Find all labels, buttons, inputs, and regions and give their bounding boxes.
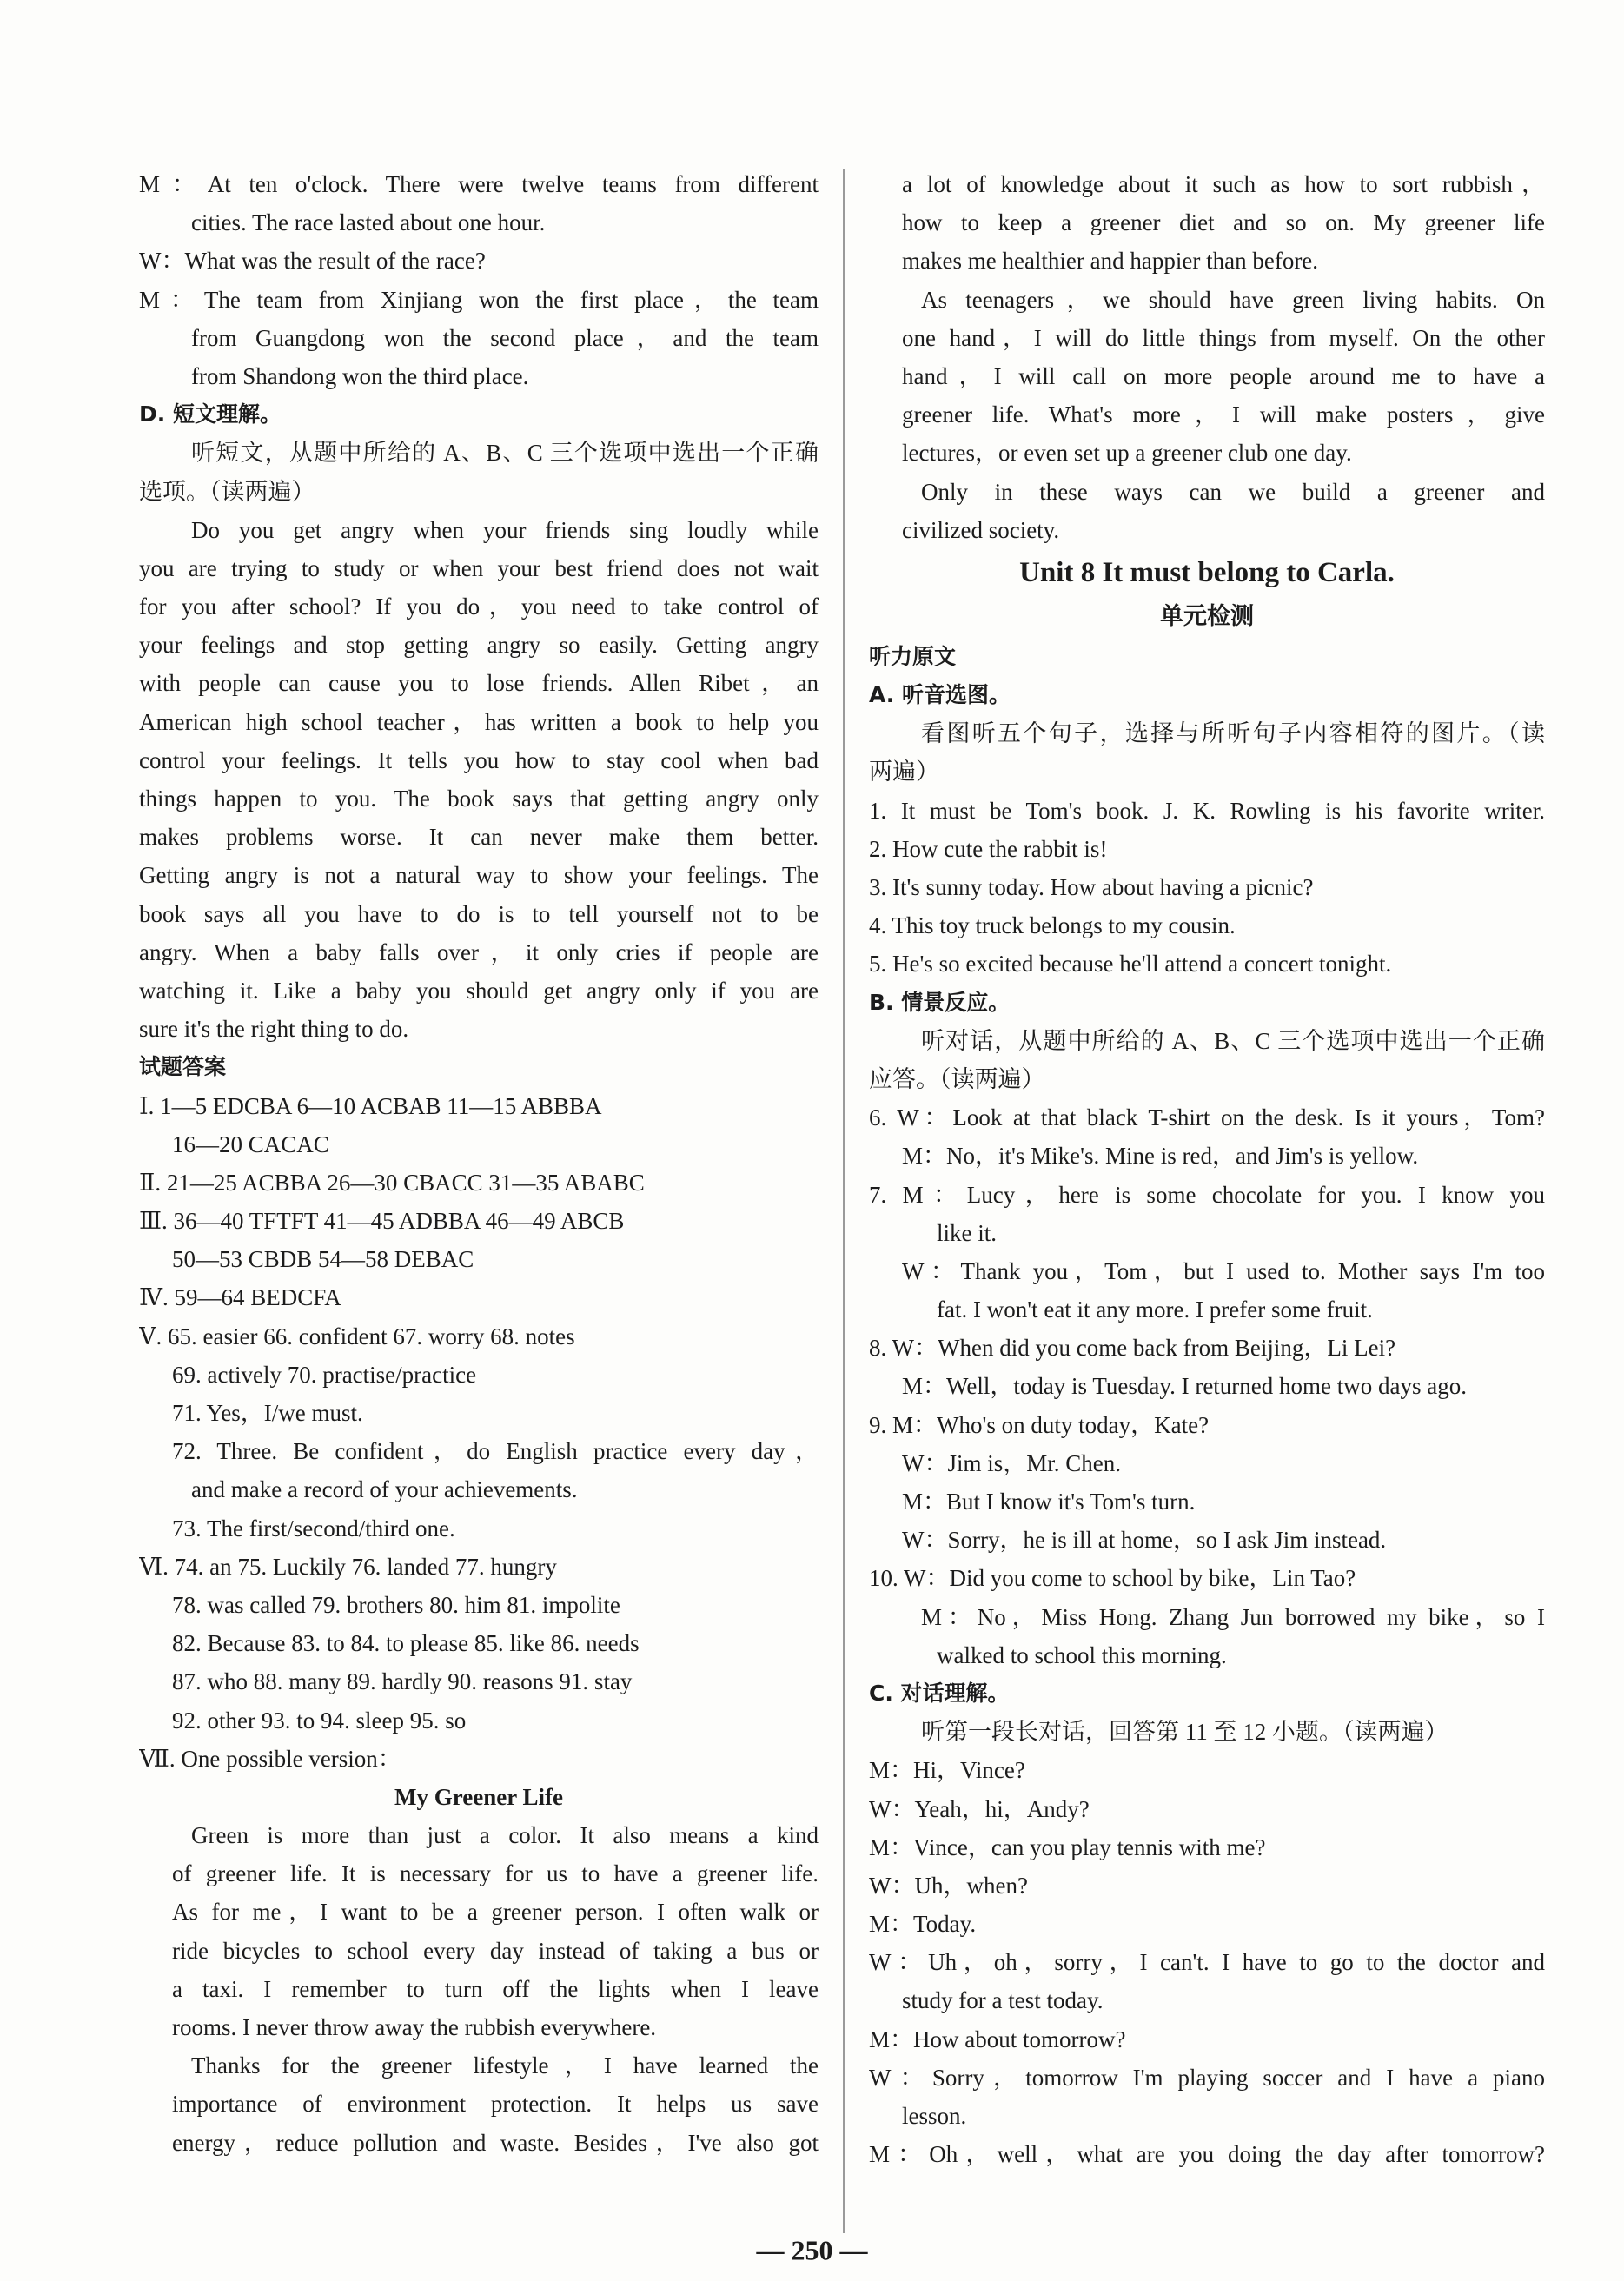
page-number: — 250 — [756,2234,868,2266]
text-line: W：Yeah，hi，Andy? [869,1795,1090,1822]
text-line: watching it. Like a baby you should get angry only if you are [139,977,819,1004]
text-line: 9. M：Who's on duty today，Kate? [869,1411,1210,1438]
text-line: W：Thank you，Tom，but I used to. Mother says I'm too [902,1257,1545,1284]
text-line: you are trying to study or when your best friend does not wait [139,554,819,581]
text-line: 3. It's sunny today. How about having a picnic? [869,874,1314,900]
text-line: 69. actively 70. practise/practice [172,1361,477,1388]
text-line: Only in these ways can we build a greener and [921,478,1545,505]
text-line: a lot of knowledge about it such as how to sort rubbish， [902,171,1545,197]
text-line: hand，I will call on more people around me to have a [902,362,1545,389]
text-line: control your feelings. It tells you how to stay cool when bad [139,746,819,773]
text-line: M：But I know it's Tom's turn. [902,1489,1196,1515]
text-line: 87. who 88. many 89. hardly 90. reasons 91. stay [172,1668,633,1695]
text-line: M：How about tomorrow? [869,2026,1126,2052]
text-line: A. 听音选图。 [869,682,1011,708]
text-line: 1. It must be Tom's book. J. K. Rowling is his favorite writer. [869,797,1545,824]
text-line: from Guangdong won the second place，and the team [191,324,819,351]
text-line: 看图听五个句子，选择与所听句子内容相符的图片。（读 [921,720,1545,747]
text-line: angry. When a baby falls over，it only cries if people are [139,938,819,965]
text-line: ride bicycles to school every day instead of taking a bus or [172,1937,819,1964]
text-line: and make a record of your achievements. [191,1476,578,1503]
text-line: fat. I won't eat it any more. I prefer some fruit. [937,1296,1373,1323]
text-line: W：Sorry，tomorrow I'm playing soccer and I have a piano [869,2064,1545,2091]
text-line: 应答。（读两遍） [869,1065,1045,1092]
text-line: 78. was called 79. brothers 80. him 81. impolite [172,1591,620,1618]
text-line: Green is more than just a color. It also means a kind [191,1822,819,1849]
text-line: Ⅶ. One possible version： [139,1745,401,1772]
text-line: M：At ten o'clock. There were twelve teams from different [139,171,819,197]
text-line: Ⅱ. 21—25 ACBBA 26—30 CBACC 31—35 ABABC [139,1169,645,1196]
text-line: 4. This toy truck belongs to my cousin. [869,912,1236,939]
text-line: like it. [937,1219,997,1246]
text-line: Ⅴ. 65. easier 66. confident 67. worry 68. notes [139,1323,575,1349]
text-line: W：Jim is，Mr. Chen. [902,1449,1122,1476]
text-line: 16—20 CACAC [172,1131,329,1157]
column-divider [843,169,845,2233]
text-line: things happen to you. The book says that getting angry only [139,786,819,812]
text-line: Ⅲ. 36—40 TFTFT 41—45 ADBBA 46—49 ABCB [139,1208,625,1235]
text-line: 50—53 CBDB 54—58 DEBAC [172,1246,474,1273]
text-line: Thanks for the greener lifestyle，I have learned the [191,2052,819,2079]
text-line: energy，reduce pollution and waste. Besides，I've also got [172,2129,819,2156]
text-line: 听短文，从题中所给的 A、B、C 三个选项中选出一个正确 [191,440,819,467]
text-line: 73. The first/second/third one. [172,1515,455,1542]
text-line: 两遍） [869,759,939,786]
text-line: Ⅳ. 59—64 BEDCFA [139,1284,341,1311]
text-line: M：No，it's Mike's. Mine is red，and Jim's is yellow. [902,1143,1419,1170]
text-line: W：What was the result of the race? [139,248,486,275]
text-line: 7. M：Lucy，here is some chocolate for you. I know you [869,1181,1545,1208]
text-line: one hand，I will do little things from myself. On the other [902,324,1545,351]
text-line: My Greener Life [394,1783,563,1810]
text-line: M：Today. [869,1911,977,1938]
text-line: greener life. What's more，I will make posters，give [902,401,1545,428]
text-line: 72. Three. Be confident，do English practice every day， [172,1438,819,1465]
text-line: C. 对话理解。 [869,1680,1010,1706]
text-line: from Shandong won the third place. [191,362,529,389]
text-line: 试题答案 [139,1054,227,1080]
text-line: lesson. [902,2103,967,2129]
text-line: As for me，I want to be a greener person. I often walk or [172,1899,819,1926]
text-line: walked to school this morning. [937,1641,1227,1668]
text-line: sure it's the right thing to do. [139,1016,409,1043]
text-line: 听对话，从题中所给的 A、B、C 三个选项中选出一个正确 [921,1027,1545,1054]
text-line: civilized society. [902,516,1060,543]
text-line: Ⅰ. 1—5 EDCBA 6—10 ACBAB 11—15 ABBBA [139,1092,602,1119]
text-line: for you after school? If you do，you need to take control of [139,593,819,620]
text-line: 71. Yes，I/we must. [172,1400,363,1426]
text-line: Unit 8 It must belong to Carla. [1019,556,1395,588]
text-line: M：Oh，well，what are you doing the day after tomorrow? [869,2141,1545,2168]
text-line: B. 情景反应。 [869,989,1011,1015]
text-line: Ⅵ. 74. an 75. Luckily 76. landed 77. hungry [139,1553,557,1580]
text-line: D. 短文理解。 [139,401,282,428]
text-line: makes problems worse. It can never make them better. [139,824,819,851]
text-line: M：Well，today is Tuesday. I returned home two days ago. [902,1373,1467,1400]
text-line: a taxi. I remember to turn off the lights when I leave [172,1975,819,2002]
text-line: W：Uh，when? [869,1872,1028,1899]
text-line: Do you get angry when your friends sing loudly while [191,516,819,543]
text-line: 10. W：Did you come to school by bike，Lin Tao? [869,1565,1356,1592]
text-line: W：Uh，oh，sorry，I can't. I have to go to the doctor and [869,1949,1545,1976]
text-line: 单元检测 [1160,602,1254,630]
text-line: rooms. I never throw away the rubbish everywhere. [172,2014,657,2040]
text-line: cities. The race lasted about one hour. [191,209,546,236]
text-line: makes me healthier and happier than before. [902,248,1319,275]
text-line: 82. Because 83. to 84. to please 85. like 86. needs [172,1630,640,1657]
text-line: M：Hi，Vince? [869,1757,1025,1784]
text-line: W：Sorry，he is ill at home，so I ask Jim instead. [902,1527,1387,1554]
text-line: book says all you have to do is to tell yourself not to be [139,900,819,927]
text-line: study for a test today. [902,1987,1104,2014]
text-line: 听第一段长对话，回答第 11 至 12 小题。（读两遍） [921,1719,1448,1746]
text-line: 92. other 93. to 94. sleep 95. so [172,1707,467,1734]
text-line: lectures，or even set up a greener club one day. [902,440,1352,467]
text-line: 5. He's so excited because he'll attend a concert tonight. [869,951,1392,978]
right-column [869,165,1545,2173]
text-line: 8. W：When did you come back from Beijing，Li Lei? [869,1335,1396,1362]
text-line: As teenagers，we should have green living habits. On [921,286,1545,313]
text-line: 2. How cute the rabbit is! [869,835,1108,862]
text-line: of greener life. It is necessary for us to have a greener life. [172,1860,819,1887]
text-line: 选项。（读两遍） [139,478,315,505]
left-column [139,165,819,2162]
text-line: your feelings and stop getting angry so easily. Getting angry [139,632,819,659]
text-line: importance of environment protection. It helps us save [172,2091,819,2118]
text-line: M：The team from Xinjiang won the first place，the team [139,286,819,313]
text-line: M：Vince，can you play tennis with me? [869,1833,1266,1860]
text-line: Getting angry is not a natural way to show your feelings. The [139,862,819,889]
text-line: American high school teacher，has written a book to help you [139,708,819,735]
text-line: with people can cause you to lose friends. Allen Ribet，an [139,670,819,697]
text-line: how to keep a greener diet and so on. My greener life [902,209,1545,236]
text-line: 6. W：Look at that black T-shirt on the desk. Is it yours，Tom? [869,1104,1545,1131]
text-line: M：No，Miss Hong. Zhang Jun borrowed my bike，so I [921,1603,1545,1630]
text-line: 听力原文 [869,643,957,669]
